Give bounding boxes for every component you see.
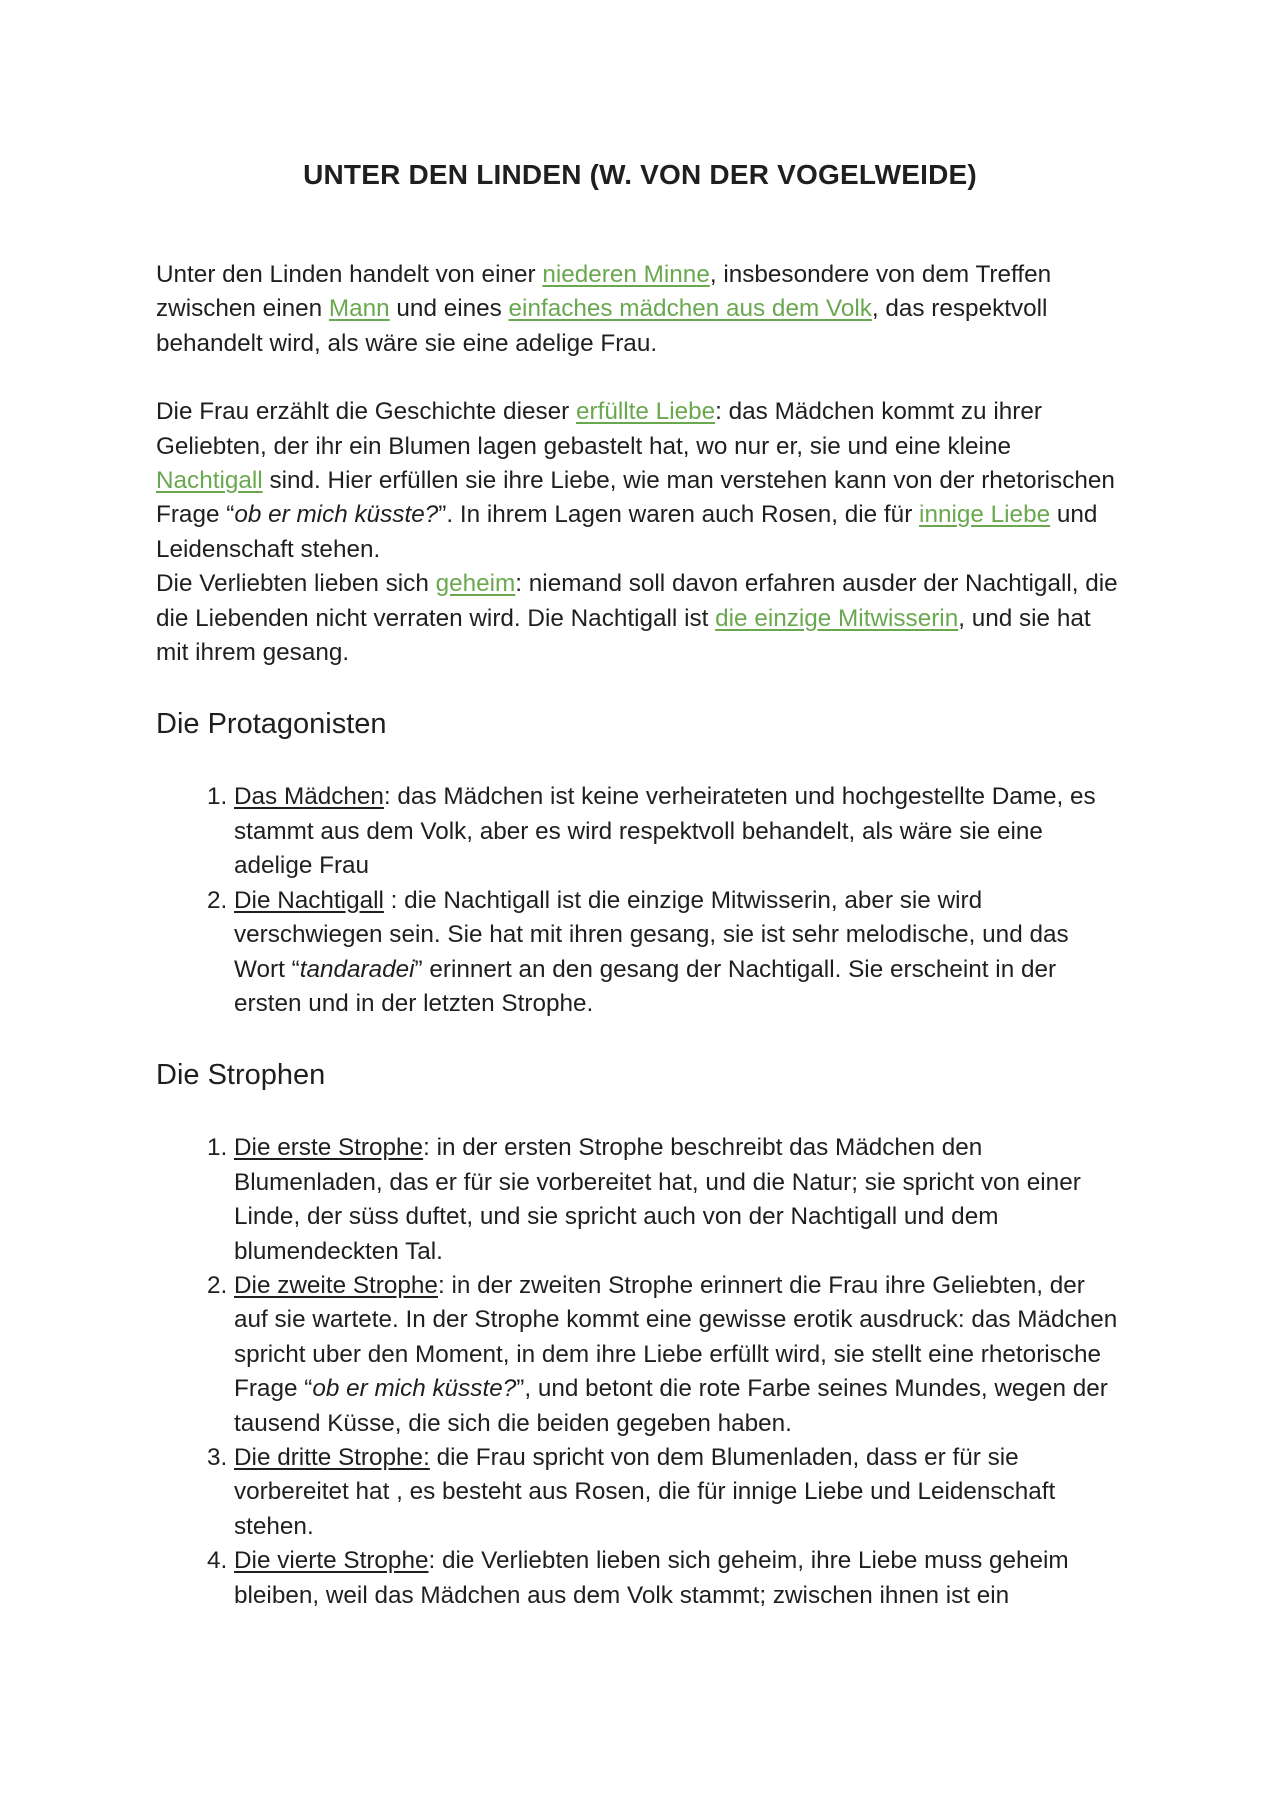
text-run: : das Mädchen ist keine verheirateten und hochgestellte Dame, es stammt aus dem Volk, aber es wird respektvoll behandelt, als wäre sie eine adelige Frau	[234, 783, 1096, 880]
text-run: : in der ersten Strophe beschreibt das Mädchen den Blumenladen, das er für sie vorbereitet hat, und die Natur; sie spricht von einer Linde, der süss duftet, und sie spricht auch von der Nachtigall und dem blumendeckten Tal.	[234, 1134, 1081, 1265]
highlight-innige-liebe: innige Liebe	[919, 501, 1051, 529]
text-run: die Frau spricht von dem Blumenladen, dass er für sie vorbereitet hat , es besteht aus Rosen, die für innige Liebe und Leidenschaft stehen.	[234, 1443, 1056, 1540]
text-run: , und sie hat mit ihrem gesang.	[156, 604, 1091, 667]
text-run: und Leidenschaft stehen.	[156, 501, 1098, 563]
text-run: Unter den Linden handelt von einer	[156, 261, 543, 288]
text-run: : die Nachtigall ist die einzige Mitwisserin, aber sie wird verschwiegen sein. Sie hat mit ihren gesang, sie ist sehr melodische, und das Wort “	[234, 886, 1069, 983]
italic-word: tandaradei	[299, 955, 415, 983]
list-item	[234, 1441, 1124, 1544]
protagonisten-list	[156, 780, 1124, 1021]
text-run: Die Verliebten lieben sich	[156, 570, 436, 598]
list-item-term: Die zweite Strophe	[234, 1271, 438, 1299]
text-run: : niemand soll davon erfahren ausder der Nachtigall, die die Liebenden nicht verraten wird. Die Nachtigall ist	[156, 570, 1118, 632]
text-run: : die Verliebten lieben sich geheim, ihre Liebe muss geheim bleiben, weil das Mädchen aus dem Volk stammt; zwischen ihnen ist ein	[234, 1547, 1069, 1609]
text-run: : das Mädchen kommt zu ihrer Geliebten, der ihr ein Blumen lagen gebastelt hat, wo nur er, sie und eine kleine	[156, 398, 1042, 460]
list-item	[234, 1131, 1124, 1269]
document-title: UNTER DEN LINDEN (W. VON DER VOGELWEIDE)	[303, 159, 977, 190]
list-item	[234, 780, 1124, 883]
text-run: Die Frau erzählt die Geschichte dieser	[156, 398, 576, 426]
text-run: ” erinnert an den gesang der Nachtigall. Sie erscheint in der ersten und in der letzten Strophe.	[234, 955, 1057, 1017]
highlight-mitwisserin: die einzige Mitwisserin	[715, 604, 959, 632]
intro-paragraph-2	[156, 395, 1124, 567]
heading-strophen: Die Strophen	[156, 1059, 326, 1092]
text-run: ”, und betont die rote Farbe seines Mundes, wegen der tausend Küsse, die sich die beiden gegeben haben.	[234, 1375, 1108, 1437]
highlight-erfuellte-liebe: erfüllte Liebe	[576, 398, 716, 426]
text-run: sind. Hier erfüllen sie ihre Liebe, wie man verstehen kann von der rhetorischen Frage “	[156, 467, 1115, 529]
text-run: : in der zweiten Strophe erinnert die Frau ihre Geliebten, der auf sie wartete. In der Strophe kommt eine gewisse erotik ausdruck: das Mädchen spricht uber den Moment, in dem ihre Liebe erfüllt wird, sie stellt eine rhetorische Frage “	[234, 1271, 1118, 1403]
text-run: , das respektvoll behandelt wird, als wäre sie eine adelige Frau.	[156, 295, 1048, 357]
italic-quote: ob er mich küsste?	[312, 1375, 517, 1403]
list-item	[234, 1544, 1124, 1613]
text-run: , insbesondere von dem Treffen zwischen einen	[156, 261, 1052, 323]
text-run: und eines	[389, 295, 509, 323]
italic-quote: ob er mich küsste?	[234, 501, 439, 529]
highlight-nachtigall: Nachtigall	[156, 467, 263, 495]
list-item-term: Die erste Strophe	[234, 1134, 424, 1162]
text-run: ”. In ihrem Lagen waren auch Rosen, die für	[438, 501, 920, 529]
list-item-term: Die Nachtigall	[234, 886, 384, 914]
highlight-niedere-minne: niederen Minne	[542, 261, 710, 288]
heading-protagonisten: Die Protagonisten	[156, 708, 387, 741]
highlight-mann: Mann	[328, 295, 390, 323]
list-item-term: Das Mädchen	[234, 783, 384, 811]
list-item	[234, 884, 1124, 1022]
paragraph-spacer	[156, 361, 1124, 395]
intro-paragraph-3	[156, 567, 1124, 670]
highlight-geheim: geheim	[435, 570, 516, 598]
intro-paragraph-1	[156, 258, 1124, 361]
list-item-term: Die dritte Strophe:	[234, 1443, 430, 1471]
list-item-term: Die vierte Strophe	[234, 1547, 429, 1575]
strophen-list	[156, 1131, 1124, 1613]
highlight-maedchen-aus-dem-volk: einfaches mädchen aus dem Volk	[508, 295, 872, 323]
list-item	[234, 1269, 1124, 1441]
